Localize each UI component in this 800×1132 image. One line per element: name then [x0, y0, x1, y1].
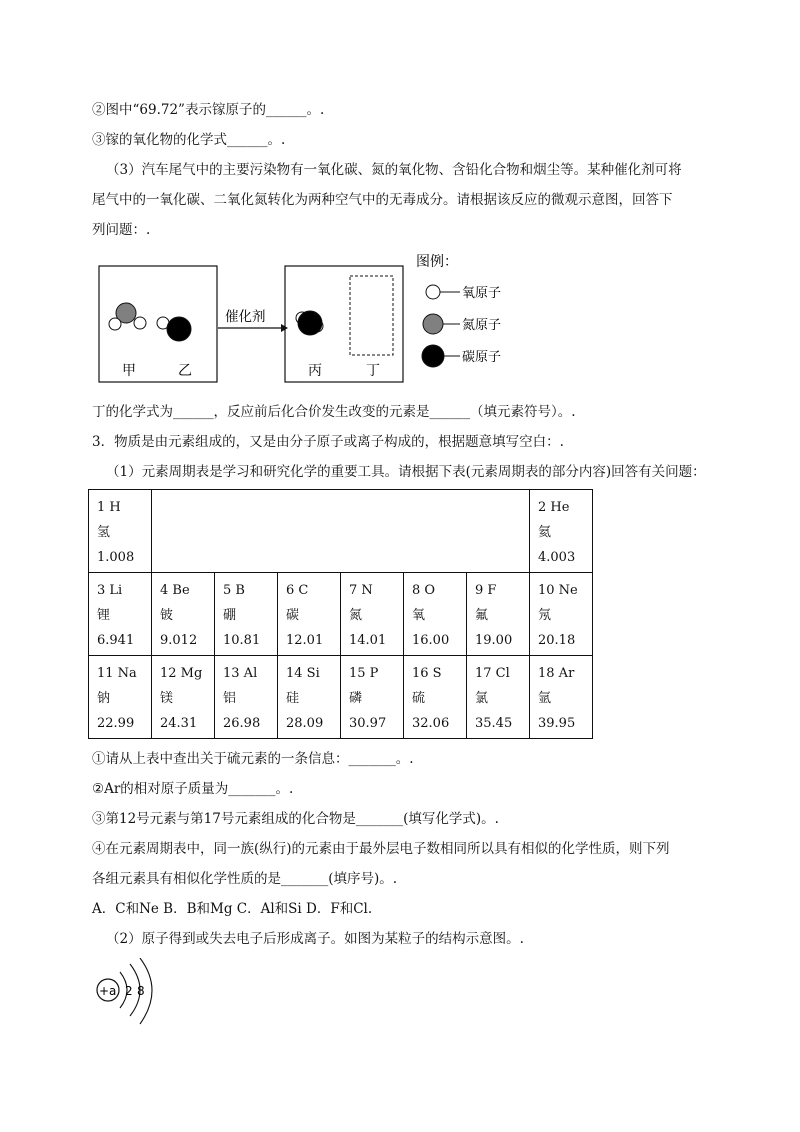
shell-1-electrons: 2	[125, 984, 133, 998]
ion-structure-diagram	[90, 958, 170, 1028]
line-options: A．C和Ne B．B和Mg C．Al和Si D．F和Cl.	[92, 901, 373, 917]
line-periodic-intro: （1）元素周期表是学习和研究化学的重要工具。请根据下表(元素周期表的部分内容)回答有关问题：	[106, 464, 706, 480]
line-gallium-mass: ②图中“69.72”表示镓原子的______。.	[92, 102, 325, 118]
legend-carbon-icon	[422, 345, 444, 367]
element-cell: 4 Be 铍 9.012	[152, 573, 215, 656]
legend-title: 图例：	[416, 254, 458, 270]
label-bing: 丙	[308, 363, 322, 379]
element-cell: 15 P 磷 30.97	[341, 656, 404, 739]
legend-carbon: 碳原子	[462, 350, 502, 365]
element-cell: 11 Na 钠 22.99	[89, 656, 152, 739]
line-q3-intro-2: 尾气中的一氧化碳、二氧化氮转化为两种空气中的无毒成分。请根据该反应的微观示意图，回答下	[92, 192, 673, 208]
shell-2-electrons: 8	[137, 984, 145, 998]
line-argon-question: ②Ar的相对原子质量为_______。.	[92, 781, 294, 797]
legend-oxygen: 氧原子	[462, 286, 502, 301]
element-cell: 3 Li 锂 6.941	[89, 573, 152, 656]
line-q3-intro: （3）汽车尾气中的主要污染物有一氧化碳、氮的氧化物、含铅化合物和烟尘等。某种催化剂可将	[106, 162, 682, 178]
periodic-table	[88, 489, 593, 739]
element-cell: 18 Ar 氩 39.95	[530, 656, 593, 739]
line-q3-intro-3: 列问题：.	[92, 222, 151, 238]
table-row	[89, 573, 593, 656]
line-sulfur-question: ①请从上表中查出关于硫元素的一条信息：_______。.	[92, 751, 414, 767]
element-cell: 12 Mg 镁 24.31	[152, 656, 215, 739]
legend-nitrogen: 氮原子	[462, 318, 502, 333]
element-cell-he: 2 He 氦 4.003	[530, 490, 593, 573]
element-cell: 9 F 氟 19.00	[467, 573, 530, 656]
line-q3-heading: 3．物质是由元素组成的，又是由分子原子或离子构成的，根据题意填写空白：.	[92, 434, 564, 450]
line-gallium-oxide: ③镓的氧化物的化学式______。.	[92, 132, 286, 148]
reaction-diagram	[98, 248, 568, 388]
element-cell: 13 Al 铝 26.98	[215, 656, 278, 739]
catalyst-label: 催化剂	[225, 309, 266, 325]
label-yi: 乙	[178, 363, 192, 379]
element-cell: 14 Si 硅 28.09	[278, 656, 341, 739]
blank-cell	[152, 490, 530, 573]
line-compound-question: ③第12号元素与第17号元素组成的化合物是_______(填写化学式)。.	[92, 811, 499, 827]
legend-oxygen-icon	[426, 285, 440, 299]
label-jia: 甲	[122, 363, 136, 379]
oxygen-atom	[134, 317, 146, 329]
line-group-question-2: 各组元素具有相似化学性质的是_______(填序号)。.	[92, 871, 398, 887]
line-group-question: ④在元素周期表中，同一族(纵行)的元素由于最外层电子数相同所以具有相似的化学性质，则下列	[92, 841, 670, 857]
line-ion-intro: （2）原子得到或失去电子后形成离子。如图为某粒子的结构示意图。.	[106, 931, 524, 947]
table-row	[89, 490, 593, 573]
element-cell: 16 S 硫 32.06	[404, 656, 467, 739]
line-ding-question: 丁的化学式为______，反应前后化合价发生改变的元素是______（填元素符号）。.	[92, 404, 576, 420]
legend-nitrogen-icon	[423, 314, 443, 334]
carbon-atom	[298, 311, 322, 335]
element-cell: 8 O 氧 16.00	[404, 573, 467, 656]
element-cell: 10 Ne 氖 20.18	[530, 573, 593, 656]
element-cell: 7 N 氮 14.01	[341, 573, 404, 656]
element-cell: 6 C 碳 12.01	[278, 573, 341, 656]
element-cell: 5 B 硼 10.81	[215, 573, 278, 656]
nucleus-charge: +a	[99, 984, 117, 998]
element-cell: 17 Cl 氯 35.45	[467, 656, 530, 739]
carbon-atom	[167, 317, 191, 341]
table-row	[89, 656, 593, 739]
element-cell-h: 1 H 氢 1.008	[89, 490, 152, 573]
label-ding: 丁	[366, 363, 380, 379]
oxygen-atom	[109, 318, 121, 330]
unknown-product-box	[350, 276, 393, 355]
